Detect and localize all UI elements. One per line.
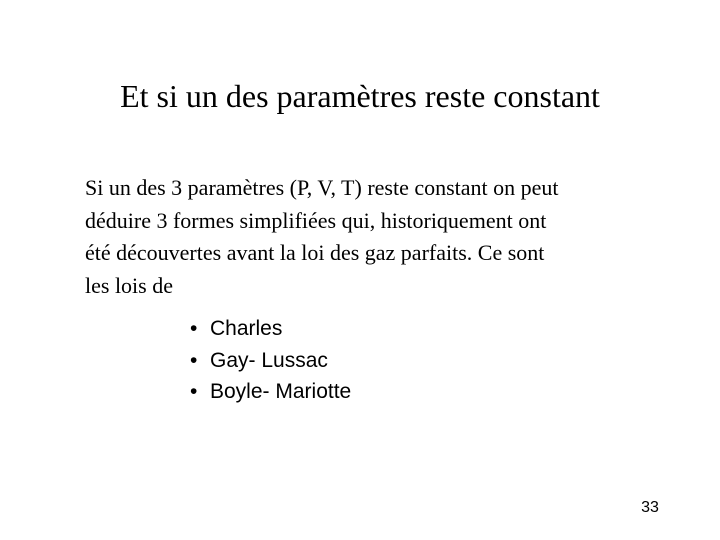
list-item-label: Charles [210,317,283,340]
body-line-3: été découvertes avant la loi des gaz parfaits. Ce sont [85,240,545,265]
bullet-icon: • [190,380,198,403]
page-number: 33 [641,499,659,516]
list-item-boyle-mariotte [190,376,351,408]
list-item-charles [190,313,351,345]
slide-title: Et si un des paramètres reste constant [120,78,600,114]
body-line-4: les lois de [85,272,173,298]
list-item-gay-lussac [190,345,351,377]
body-line-2: déduire 3 formes simplifiées qui, historiquement ont [85,207,547,233]
body-line-1: Si un des 3 paramètres (P, V, T) reste constant on peut [85,175,559,200]
bullet-icon: • [190,317,198,340]
bullet-icon: • [190,348,198,372]
law-list [190,313,351,408]
list-item-label: Gay- Lussac [210,348,328,372]
list-item-label: Boyle- Mariotte [210,380,352,403]
body-paragraph [85,172,675,302]
